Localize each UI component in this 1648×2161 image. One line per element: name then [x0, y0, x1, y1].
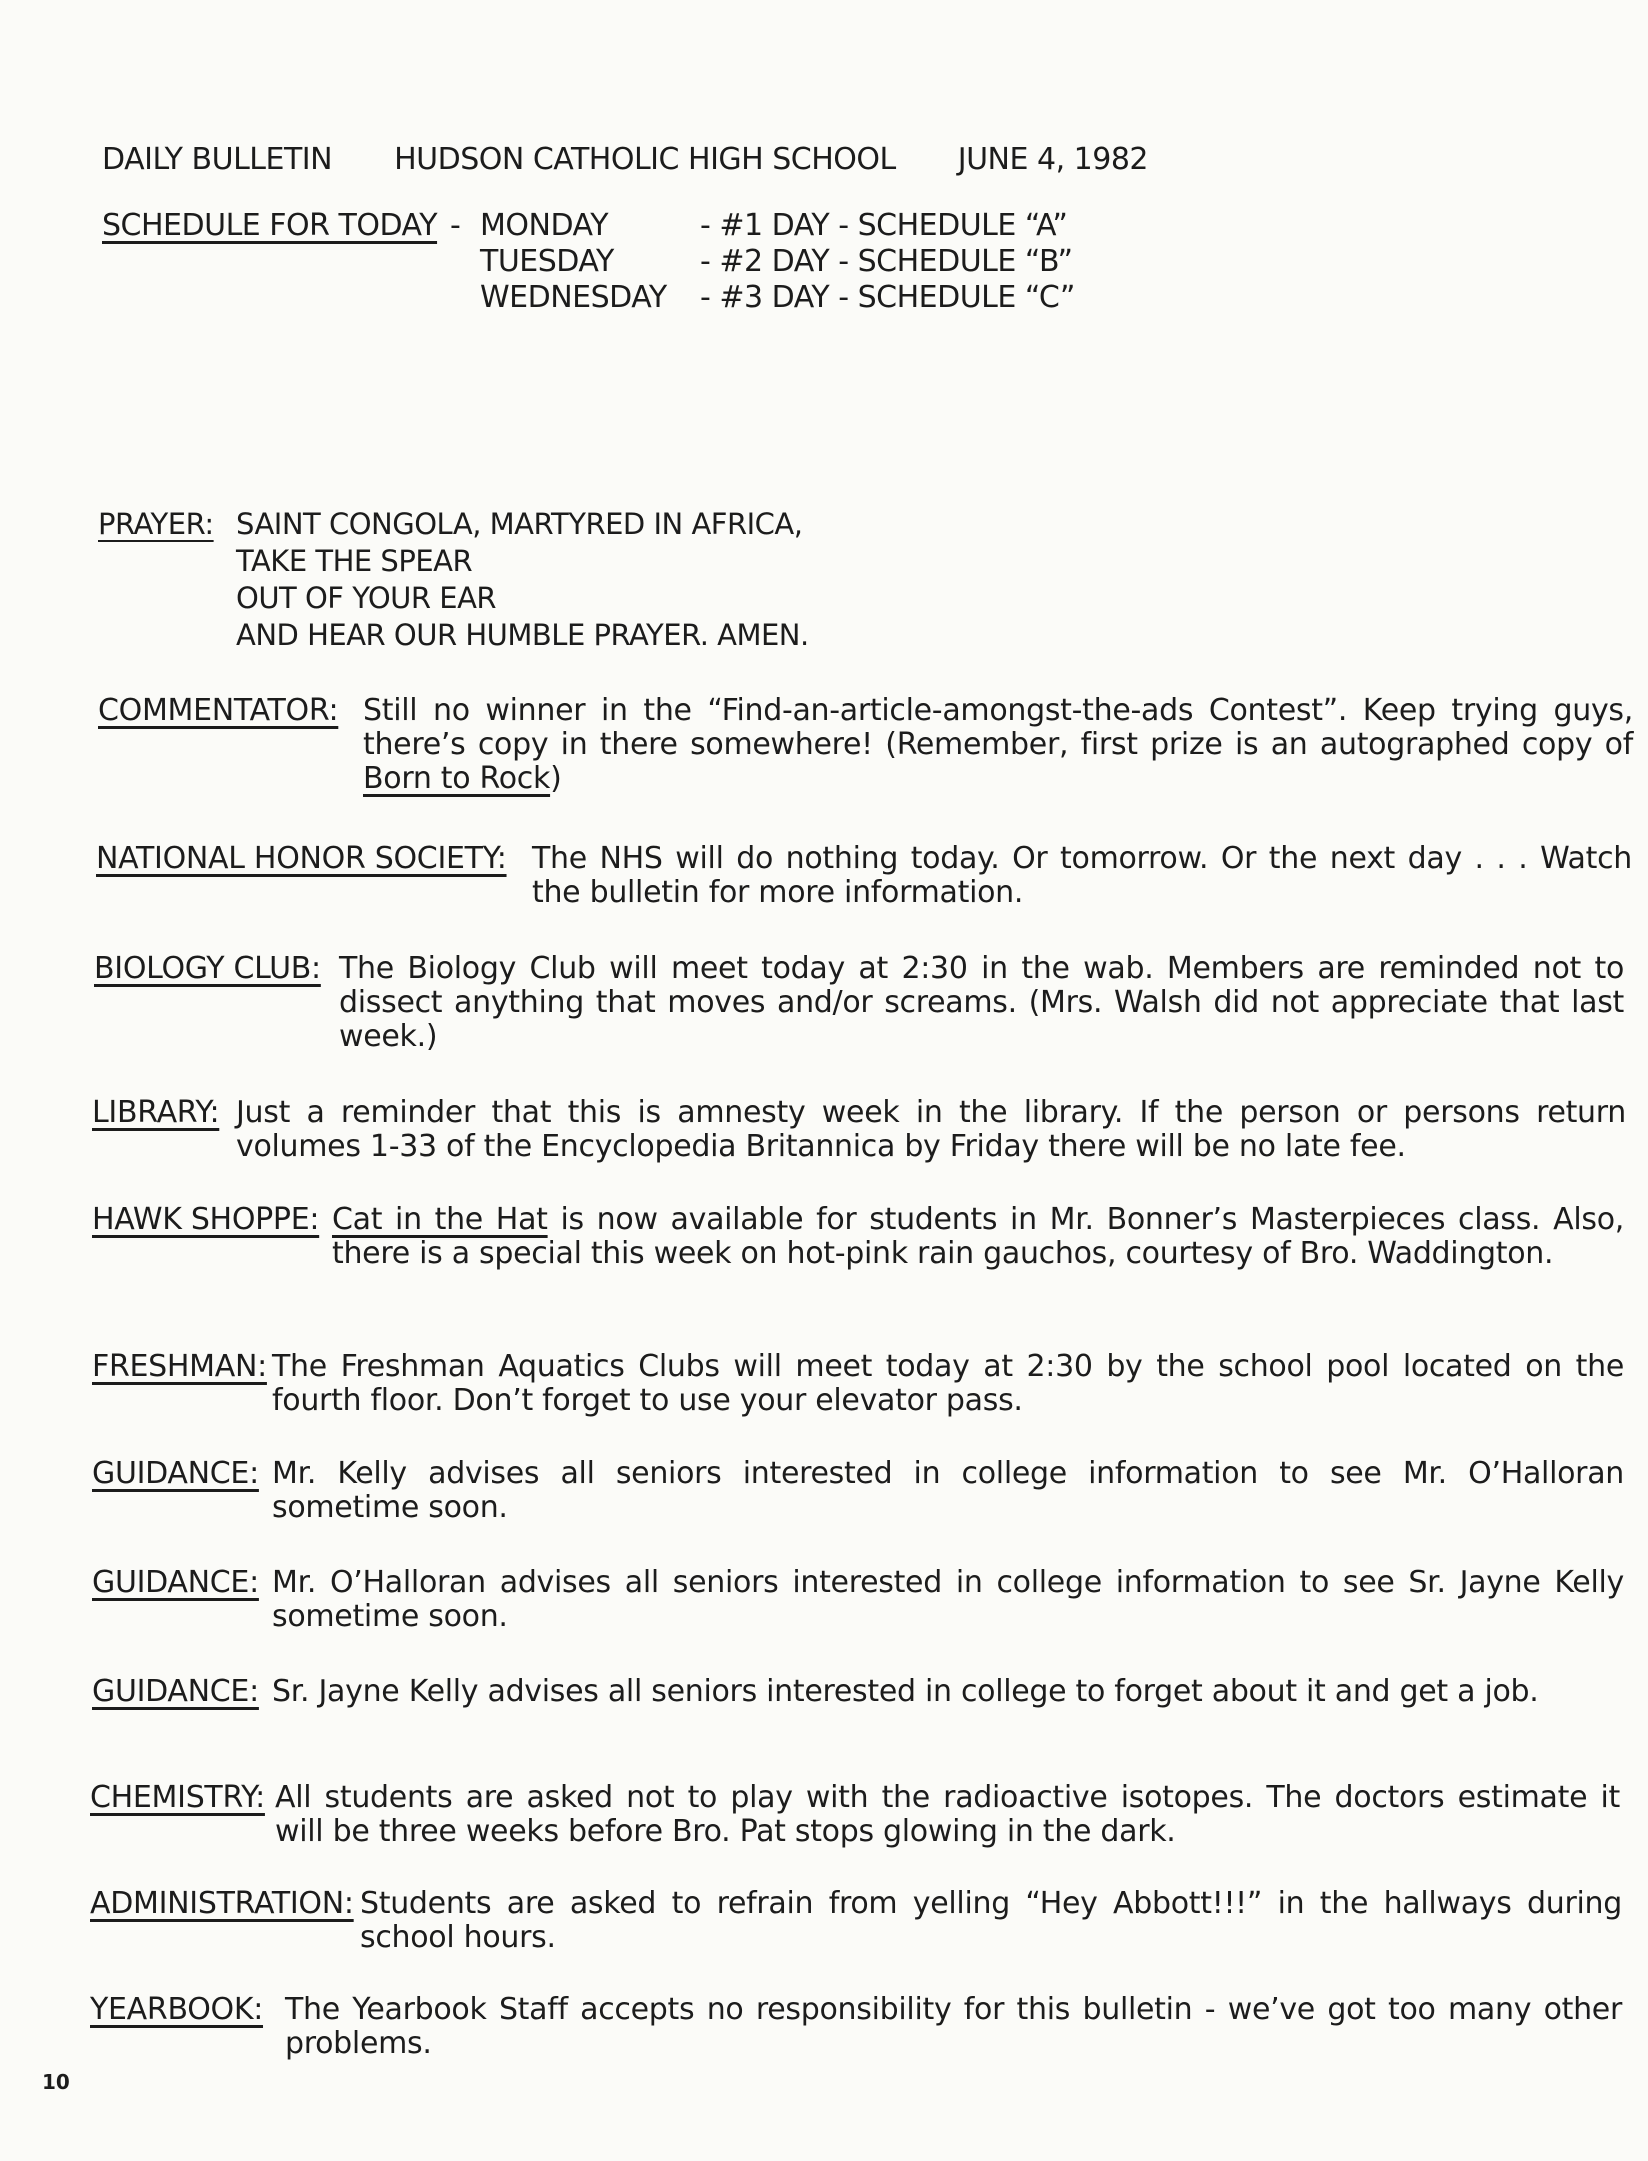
book-title: Cat in the Hat: [332, 1202, 548, 1237]
announcement-label: ADMINISTRATION:: [90, 1886, 354, 1921]
announcement-text-part: is now available for students in Mr. Bonner’s Masterpieces class. Also, there is a special this week on hot-pink rain gauchos, courtesy of Bro. Waddington.: [332, 1202, 1624, 1271]
announcement-label: BIOLOGY CLUB:: [94, 951, 321, 986]
announcement-label: HAWK SHOPPE:: [92, 1202, 320, 1237]
announcement-text-part: Still no winner in the “Find-an-article-amongst-the-ads Contest”. Keep trying guys, there’s copy in there somewhere! (Remember, first prize is an autographed copy of: [363, 693, 1633, 762]
announcement-label: GUIDANCE:: [92, 1674, 259, 1709]
schedule-desc: - #3 DAY - SCHEDULE “C”: [700, 280, 1075, 315]
announcement-text: Just a reminder that this is amnesty week in the library. If the person or persons return volumes 1-33 of the Encyclopedia Britannica by Friday there will be no late fee.: [236, 1095, 1626, 1164]
announcement-text: The Biology Club will meet today at 2:30 in the wab. Members are reminded not to dissect anything that moves and/or screams. (Mrs. Walsh did not appreciate that last week.): [339, 951, 1624, 1054]
schedule-dash: -: [450, 208, 461, 243]
announcement-label: GUIDANCE:: [92, 1565, 259, 1600]
prayer-line: SAINT CONGOLA, MARTYRED IN AFRICA,: [236, 507, 803, 541]
schedule-label: SCHEDULE FOR TODAY: [102, 208, 438, 243]
bulletin-header: [102, 140, 1148, 180]
schedule-day: MONDAY: [480, 208, 609, 243]
prayer-line: TAKE THE SPEAR: [236, 544, 473, 578]
page-number: 10: [42, 2070, 70, 2094]
schedule-day: TUESDAY: [480, 244, 614, 279]
announcement-label: NATIONAL HONOR SOCIETY:: [96, 841, 507, 876]
announcement-text: The Yearbook Staff accepts no responsibility for this bulletin - we’ve got too many other problems.: [285, 1992, 1622, 2061]
announcement-text: The NHS will do nothing today. Or tomorrow. Or the next day . . . Watch the bulletin for more information.: [532, 841, 1632, 910]
announcement-label: CHEMISTRY:: [90, 1780, 265, 1815]
prayer-label: PRAYER:: [98, 507, 214, 541]
schedule-desc: - #1 DAY - SCHEDULE “A”: [700, 208, 1068, 243]
announcement-label: COMMENTATOR:: [98, 693, 339, 728]
bulletin-title: DAILY BULLETIN: [102, 142, 333, 177]
announcement-text: Students are asked to refrain from yelling “Hey Abbott!!!” in the hallways during school hours.: [360, 1886, 1622, 1955]
schedule-desc: - #2 DAY - SCHEDULE “B”: [700, 244, 1073, 279]
announcement-text: Mr. Kelly advises all seniors interested in college information to see Mr. O’Halloran sometime soon.: [272, 1456, 1624, 1525]
announcement-text: [363, 694, 1633, 796]
announcement-label: FRESHMAN:: [92, 1349, 267, 1384]
book-title: Born to Rock: [363, 761, 551, 796]
announcement-text: Mr. O’Halloran advises all seniors interested in college information to see Sr. Jayne Kelly sometime soon.: [272, 1565, 1624, 1634]
announcement-text: [332, 1203, 1624, 1271]
announcement-text: The Freshman Aquatics Clubs will meet today at 2:30 by the school pool located on the fourth floor. Don’t forget to use your elevator pass.: [272, 1349, 1624, 1418]
bulletin-date: JUNE 4, 1982: [957, 142, 1148, 177]
announcement-label: YEARBOOK:: [90, 1992, 264, 2027]
schedule-day: WEDNESDAY: [480, 280, 667, 315]
prayer-line: OUT OF YOUR EAR: [236, 581, 497, 615]
announcement-text: All students are asked not to play with the radioactive isotopes. The doctors estimate it will be three weeks before Bro. Pat stops glowing in the dark.: [275, 1780, 1620, 1849]
prayer-line: AND HEAR OUR HUMBLE PRAYER. AMEN.: [236, 618, 809, 652]
announcement-text-part: ): [550, 761, 562, 796]
announcement-label: GUIDANCE:: [92, 1456, 259, 1491]
school-name: HUDSON CATHOLIC HIGH SCHOOL: [394, 142, 896, 177]
announcement-text: Sr. Jayne Kelly advises all seniors interested in college to forget about it and get a job.: [272, 1674, 1539, 1709]
announcement-label: LIBRARY:: [92, 1095, 220, 1130]
